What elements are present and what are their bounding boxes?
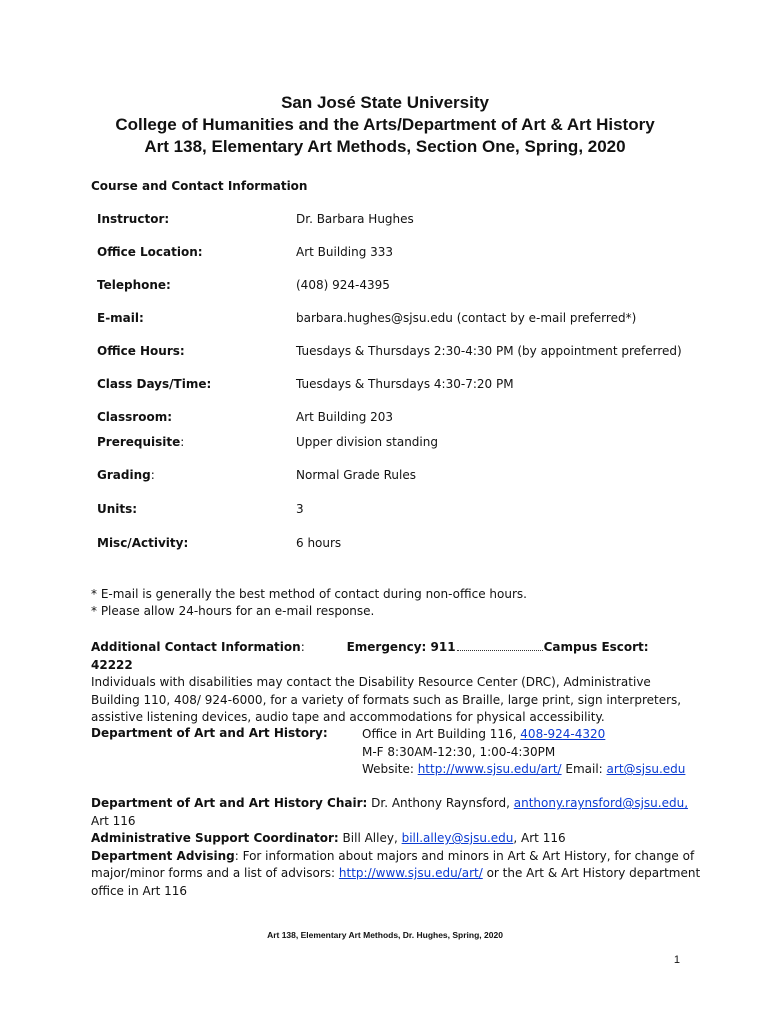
info-row-prerequisite bbox=[97, 435, 717, 453]
note-email-best: * E-mail is generally the best method of contact during non-office hours. bbox=[91, 587, 527, 601]
additional-contact-label: Additional Contact Information bbox=[91, 640, 301, 654]
email-label: E-mail: bbox=[97, 311, 144, 325]
chair-label: Department of Art and Art History Chair: bbox=[91, 796, 368, 810]
department-email-link[interactable]: art@sjsu.edu bbox=[606, 762, 686, 776]
units-value: 3 bbox=[296, 502, 304, 516]
department-label: Department of Art and Art History: bbox=[91, 726, 328, 740]
info-row-office-location bbox=[97, 245, 717, 263]
telephone-value: (408) 924-4395 bbox=[296, 278, 390, 292]
office-location-label: Office Location: bbox=[97, 245, 203, 259]
prerequisite-label-text: Prerequisite bbox=[97, 435, 181, 449]
department-hours: M-F 8:30AM-12:30, 1:00-4:30PM bbox=[362, 744, 556, 759]
emergency-number: Emergency: 911 bbox=[346, 640, 456, 654]
support-name: Bill Alley, bbox=[338, 831, 402, 845]
website-label: Website: bbox=[362, 762, 418, 776]
course-title: Art 138, Elementary Art Methods, Section One, Spring, 2020 bbox=[144, 137, 626, 156]
advising-text-end: or the Art & Art History department office in Art 116 bbox=[91, 866, 701, 898]
info-row-units bbox=[97, 502, 717, 520]
department-phone-link[interactable]: 408-924-4320 bbox=[520, 727, 606, 741]
email-value: barbara.hughes@sjsu.edu (contact by e-mail preferred*) bbox=[296, 311, 637, 325]
grading-value: Normal Grade Rules bbox=[296, 468, 417, 482]
disability-info: Individuals with disabilities may contact the Disability Resource Center (DRC), Administrative Building 110, 408/ 924-6000, for a variety of formats such as Braille, large print, sign interpreters, assistive listening devices, audio tape and accommodations for physical accessibility. bbox=[91, 675, 682, 724]
support-line bbox=[91, 830, 701, 848]
additional-contact-block bbox=[91, 639, 691, 727]
grading-colon: : bbox=[150, 468, 155, 482]
classroom-value: Art Building 203 bbox=[296, 410, 394, 424]
info-row-telephone bbox=[97, 278, 717, 296]
advising-line bbox=[91, 848, 701, 901]
grading-label bbox=[97, 468, 155, 482]
telephone-label: Telephone: bbox=[97, 278, 171, 292]
contacts-block bbox=[91, 795, 701, 900]
misc-label: Misc/Activity: bbox=[97, 536, 189, 550]
campus-escort: Campus Escort: 42222 bbox=[91, 640, 649, 672]
prerequisite-label bbox=[97, 435, 184, 449]
advising-website-link[interactable]: http://www.sjsu.edu/art/ bbox=[338, 866, 483, 880]
chair-room: Art 116 bbox=[91, 813, 136, 828]
info-row-office-hours bbox=[97, 344, 717, 362]
additional-contact-colon: : bbox=[300, 640, 305, 654]
misc-value: 6 hours bbox=[296, 536, 342, 550]
support-room: , Art 116 bbox=[513, 831, 566, 845]
office-hours-label: Office Hours: bbox=[97, 344, 185, 358]
instructor-value: Dr. Barbara Hughes bbox=[296, 212, 414, 226]
university-name: San José State University bbox=[281, 93, 489, 112]
chair-line bbox=[91, 795, 701, 830]
support-email-link[interactable]: bill.alley@sjsu.edu bbox=[401, 831, 514, 845]
college-department: College of Humanities and the Arts/Department of Art & Art History bbox=[115, 115, 655, 134]
section-title: Course and Contact Information bbox=[91, 179, 308, 193]
info-row-instructor bbox=[97, 212, 717, 230]
advising-label: Department Advising bbox=[91, 848, 235, 863]
department-office: Office in Art Building 116, bbox=[362, 727, 521, 741]
page-number: 1 bbox=[673, 954, 680, 966]
dept-email-label: Email: bbox=[561, 762, 607, 776]
note-response-time: * Please allow 24-hours for an e-mail response. bbox=[91, 604, 375, 618]
page-footer: Art 138, Elementary Art Methods, Dr. Hughes, Spring, 2020 bbox=[267, 930, 503, 940]
chair-email-link[interactable]: anthony.raynsford@sjsu.edu, bbox=[513, 796, 689, 810]
chair-name: Dr. Anthony Raynsford, bbox=[367, 796, 514, 810]
document-header bbox=[0, 92, 770, 158]
prerequisite-value: Upper division standing bbox=[296, 435, 438, 449]
class-days-value: Tuesdays & Thursdays 4:30-7:20 PM bbox=[296, 377, 514, 391]
info-row-classroom bbox=[97, 410, 717, 428]
advising-text: : For information about majors and minors in Art & Art History, for change of major/minor forms and a list of advisors: bbox=[91, 848, 695, 880]
info-row-email bbox=[97, 311, 717, 329]
classroom-label: Classroom: bbox=[97, 410, 173, 424]
dotted-leader bbox=[457, 640, 543, 651]
units-label: Units: bbox=[97, 502, 138, 516]
info-row-class-days bbox=[97, 377, 717, 395]
info-row-grading bbox=[97, 468, 717, 486]
department-info bbox=[362, 726, 685, 779]
office-hours-value: Tuesdays & Thursdays 2:30-4:30 PM (by appointment preferred) bbox=[296, 344, 682, 358]
info-row-misc bbox=[97, 536, 717, 554]
grading-label-text: Grading bbox=[97, 468, 151, 482]
prerequisite-colon: : bbox=[180, 435, 185, 449]
support-label: Administrative Support Coordinator: bbox=[91, 831, 339, 845]
office-location-value: Art Building 333 bbox=[296, 245, 394, 259]
department-website-link[interactable]: http://www.sjsu.edu/art/ bbox=[417, 762, 562, 776]
instructor-label: Instructor: bbox=[97, 212, 170, 226]
class-days-label: Class Days/Time: bbox=[97, 377, 212, 391]
